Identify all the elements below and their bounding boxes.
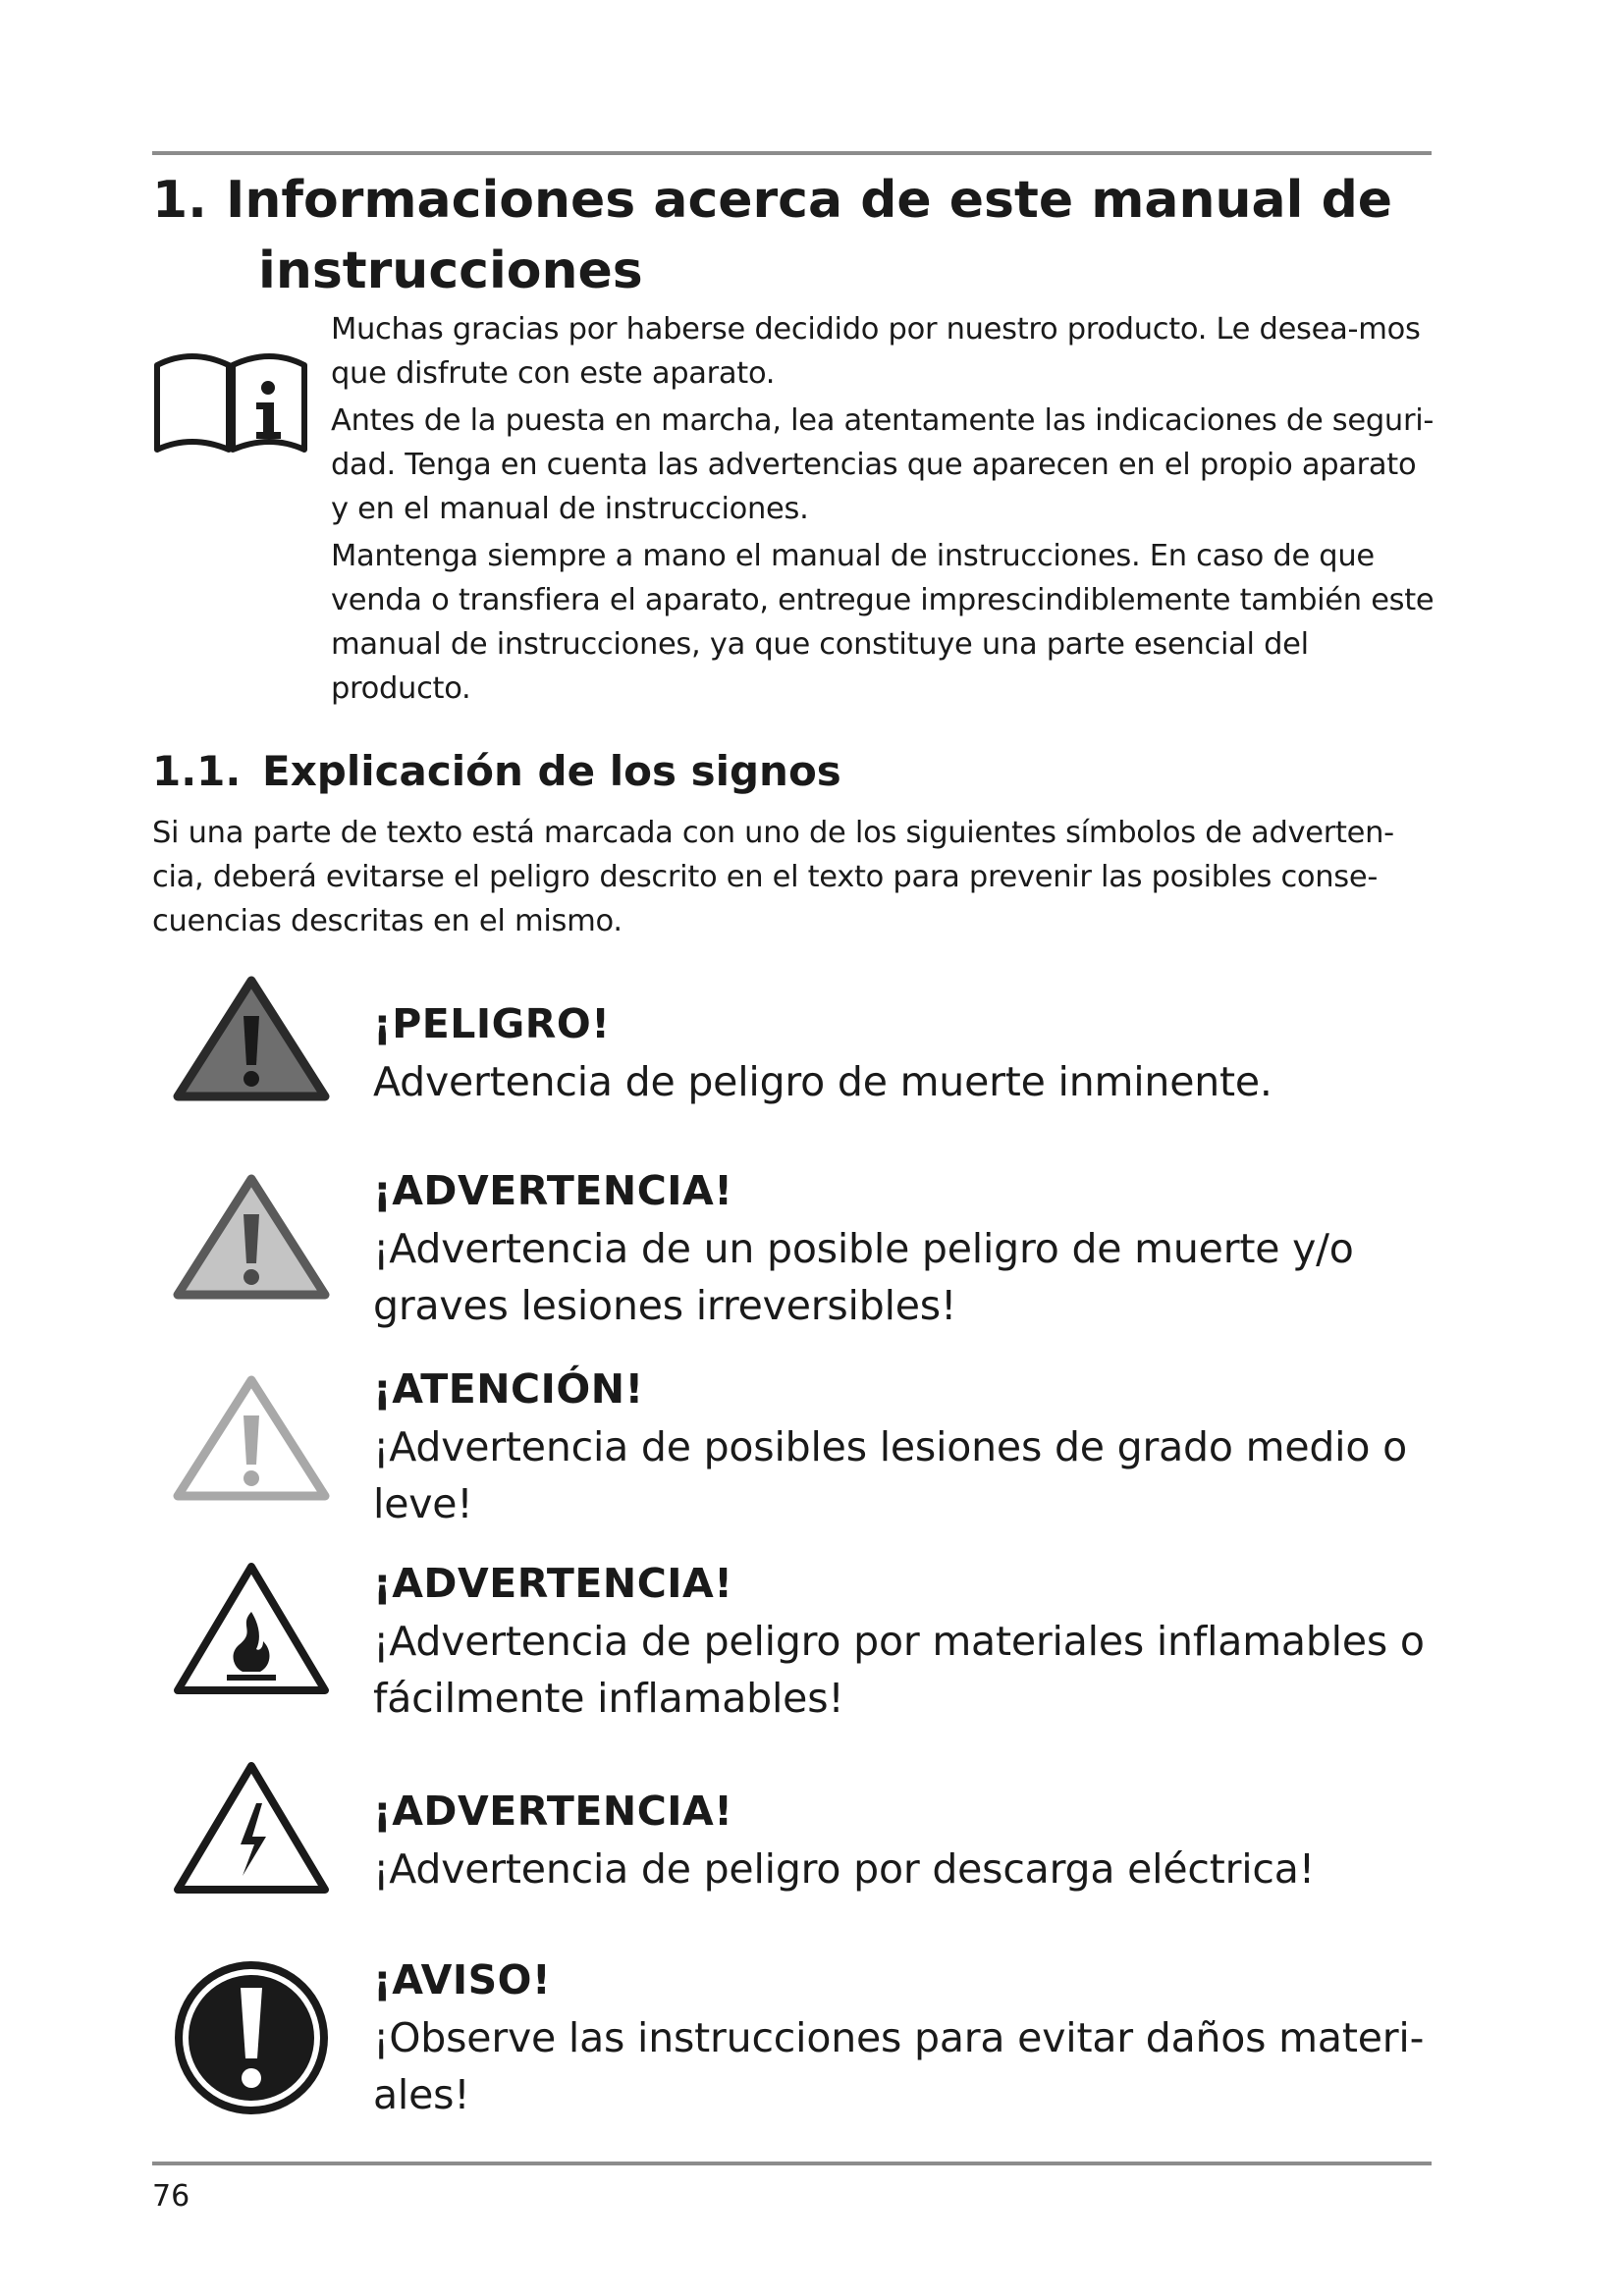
intro-paragraph: Antes de la puesta en marcha, lea atentamente las indicaciones de seguri-dad. Tenga en cuenta las advertencias que aparecen en el propio aparato y en el manual de instrucciones. bbox=[331, 403, 1435, 526]
section-text: Si una parte de texto está marcada con uno de los siguientes símbolos de adverten-cia, deberá evitarse el peligro descrito en el texto para prevenir las posibles conse-cuencias descritas en el mismo. bbox=[152, 816, 1394, 938]
sign-title: ¡ADVERTENCIA! bbox=[373, 1167, 733, 1214]
electric-shock-warning-icon bbox=[172, 1760, 331, 1897]
intro-paragraph: Mantenga siempre a mano el manual de instrucciones. En caso de que venda o transfiera el aparato, entregue imprescindiblemente también este manual de instrucciones, ya que constituye una parte esencial del producto. bbox=[331, 539, 1435, 706]
section-number: 1.1. bbox=[152, 747, 242, 795]
notice-exclamation-icon bbox=[172, 1958, 331, 2117]
section-title: Explicación de los signos bbox=[262, 747, 841, 795]
warning-triangle-icon bbox=[172, 1173, 331, 1303]
top-rule bbox=[152, 151, 1432, 155]
sign-block bbox=[373, 994, 1438, 1110]
sign-block bbox=[373, 1554, 1438, 1727]
sign-title: ¡PELIGRO! bbox=[373, 1000, 611, 1047]
sign-title: ¡ATENCIÓN! bbox=[373, 1365, 644, 1413]
book-info-icon bbox=[152, 344, 309, 456]
sign-description: ¡Advertencia de un posible peligro de muerte y/o graves lesiones irreversibles! bbox=[373, 1225, 1354, 1329]
sign-block bbox=[373, 1950, 1438, 2123]
title-number: 1. bbox=[152, 171, 207, 230]
sign-block bbox=[373, 1360, 1438, 1532]
sign-title: ¡ADVERTENCIA! bbox=[373, 1788, 733, 1835]
bottom-rule bbox=[152, 2162, 1432, 2165]
intro-paragraph: Muchas gracias por haberse decidido por nuestro producto. Le desea-mos que disfrute con este aparato. bbox=[331, 312, 1421, 391]
danger-warning-triangle-icon bbox=[172, 975, 331, 1104]
sign-block bbox=[373, 1161, 1438, 1334]
caution-triangle-icon bbox=[172, 1374, 331, 1504]
intro-text bbox=[331, 307, 1435, 714]
sign-title: ¡AVISO! bbox=[373, 1956, 552, 2003]
sign-block bbox=[373, 1782, 1438, 1897]
sign-title: ¡ADVERTENCIA! bbox=[373, 1560, 733, 1607]
sign-description: ¡Advertencia de peligro por materiales inflamables o fácilmente inflamables! bbox=[373, 1618, 1425, 1722]
title-line-1: Informaciones acerca de este manual de bbox=[226, 171, 1393, 230]
section-heading bbox=[152, 742, 841, 801]
title-line-2: instrucciones bbox=[258, 241, 643, 300]
sign-description: Advertencia de peligro de muerte inminente. bbox=[373, 1058, 1272, 1105]
flammable-warning-icon bbox=[172, 1561, 331, 1698]
page-number: 76 bbox=[152, 2179, 190, 2214]
sign-description: ¡Advertencia de peligro por descarga eléctrica! bbox=[373, 1845, 1315, 1893]
sign-description: ¡Observe las instrucciones para evitar daños materi-ales! bbox=[373, 2014, 1425, 2118]
sign-description: ¡Advertencia de posibles lesiones de grado medio o leve! bbox=[373, 1423, 1407, 1527]
